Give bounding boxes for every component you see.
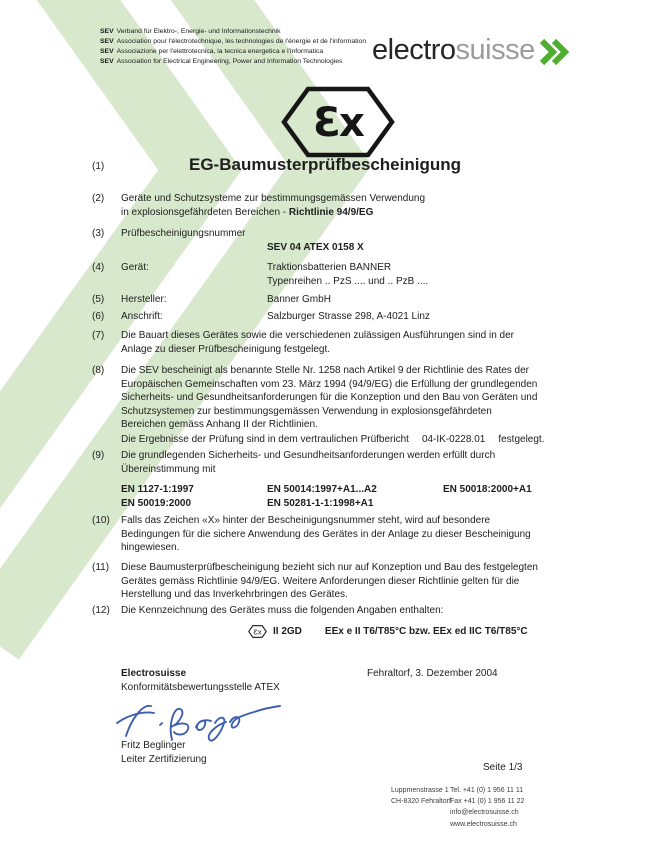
field-label: Hersteller: xyxy=(121,294,167,305)
footer-web: www.electrosuisse.ch xyxy=(450,820,517,828)
sev-brand: SEV xyxy=(100,38,114,45)
ex-hexagon-small-icon xyxy=(248,625,267,638)
text-line: Die SEV bescheinigt als benannte Stelle Nr. 1258 nach Artikel 9 der Richtlinie des Rates der xyxy=(121,365,530,376)
text-line: Übereinstimmung mit xyxy=(121,463,216,475)
item-number: (4) xyxy=(92,262,105,273)
item-text xyxy=(121,561,538,602)
footer-street: Luppmenstrasse 1 xyxy=(391,787,449,794)
item-number: (6) xyxy=(92,311,105,322)
issuer-org: Electrosuisse xyxy=(121,668,187,679)
text-line: Europäischen Gemeinschaften vom 23. März 1994 (94/9/EG) die Erfüllung der grundlegenden xyxy=(121,378,538,390)
standard: EN 1127-1:1997 xyxy=(121,484,194,495)
manufacturer-value: Banner GmbH xyxy=(267,294,331,305)
item-text xyxy=(121,449,495,476)
item-number: (9) xyxy=(92,450,105,461)
standards-column-3 xyxy=(443,483,532,497)
marking-code: EEx e II T6/T85°C bzw. EEx ed IIC T6/T85°C xyxy=(324,626,528,637)
item-number: (10) xyxy=(92,515,110,526)
device-types: Typenreihen .. PzS .... und .. PzB .... xyxy=(267,275,429,287)
text-line: hingewiesen. xyxy=(121,542,180,553)
text-line: Bedingungen für die sichere Anwendung des Gerätes in der Anlage zu dieser Bescheinigung xyxy=(121,528,531,540)
directive-ref: Richtlinie 94/9/EG xyxy=(288,206,374,218)
sev-line xyxy=(100,27,366,37)
sev-line xyxy=(100,37,366,47)
issuer xyxy=(121,667,280,694)
signatory-name: Fritz Beglinger xyxy=(121,740,186,751)
device-name: Traktionsbatterien BANNER xyxy=(267,262,392,273)
sev-header xyxy=(100,27,366,67)
text-part: in explosionsgefährdeten Bereichen - xyxy=(121,206,289,218)
footer-fax: Fax +41 (0) 1 956 11 22 xyxy=(450,798,525,806)
ex-symbol: Ɛx xyxy=(313,100,363,146)
footer-city: CH-8320 Fehraltorf xyxy=(391,798,451,806)
sev-line xyxy=(100,57,366,67)
address-value: Salzburger Strasse 298, A-4021 Linz xyxy=(267,311,430,322)
item-number: (5) xyxy=(92,294,105,305)
signatory xyxy=(121,739,207,766)
standard: EN 50018:2000+A1 xyxy=(443,484,532,495)
standard: EN 50281-1-1:1998+A1 xyxy=(267,497,374,509)
text-line: Die Bauart dieses Gerätes sowie die verschiedenen zulässigen Ausführungen sind in der xyxy=(121,330,515,341)
item-number: (3) xyxy=(92,228,105,239)
page-title: EG-Baumusterprüfbescheinigung xyxy=(188,155,462,174)
item-number: (8) xyxy=(92,365,105,376)
ex-hexagon-icon xyxy=(281,86,395,158)
sev-brand: SEV xyxy=(100,58,114,65)
standards-column-1 xyxy=(121,483,194,510)
standard: EN 50019:2000 xyxy=(121,497,192,509)
sev-line-text: Association pour l'électrotechnique, les technologies de l'énergie et de l'information xyxy=(116,38,367,45)
field-value xyxy=(267,261,428,288)
item-text xyxy=(121,514,531,555)
item-text xyxy=(121,192,425,219)
text-line xyxy=(121,206,425,220)
item-text: Die Kennzeichnung des Gerätes muss die folgenden Angaben enthalten: xyxy=(121,605,444,616)
marking xyxy=(248,625,528,639)
item-number: (2) xyxy=(92,193,105,204)
standards-column-2 xyxy=(267,483,377,510)
sev-line-text: Association for Electrical Engineering, Power and Information Technologies xyxy=(116,58,343,65)
text-line: Falls das Zeichen «X» hinter der Bescheinigungsnummer steht, wird auf besondere xyxy=(121,515,491,526)
signatory-role: Leiter Zertifizierung xyxy=(121,753,207,765)
item-number: (7) xyxy=(92,330,105,341)
marking-group: II 2GD xyxy=(273,626,302,637)
footer-email: info@electrosuisse.ch xyxy=(450,809,519,817)
item-number: (11) xyxy=(92,562,110,573)
sev-line-text: Verband für Elektro-, Energie- und Informationstechnik xyxy=(116,28,281,35)
logo-suisse: suisse xyxy=(455,34,535,66)
logo-wordmark xyxy=(372,34,535,67)
double-chevron-icon xyxy=(539,38,571,66)
standard: EN 50014:1997+A1...A2 xyxy=(267,484,377,495)
sev-line xyxy=(100,47,366,57)
text-line: Bereichen gemäss Anhang II der Richtlinien. xyxy=(121,419,318,430)
item-text xyxy=(121,329,514,356)
issuer-dept: Konformitätsbewertungsstelle ATEX xyxy=(121,681,280,693)
item-text: Prüfbescheinigungsnummer xyxy=(121,228,246,239)
text-line: Sicherheits- und Gesundheitsanforderungen für die Konzeption und den Bau von Geräten und xyxy=(121,392,538,403)
text-line: Die grundlegenden Sicherheits- und Gesundheitsanforderungen werden erfüllt durch xyxy=(121,450,496,461)
item-text xyxy=(121,433,544,447)
text-part: Die Ergebnisse der Prüfung sind in dem vertraulichen Prüfbericht xyxy=(121,434,409,445)
certificate-number: SEV 04 ATEX 0158 X xyxy=(267,242,364,253)
item-number: (1) xyxy=(92,161,105,172)
text-line: Geräte und Schutzsysteme zur bestimmungsgemässen Verwendung xyxy=(121,193,426,204)
text-line: Gerätes gemäss Richtlinie 94/9/EG. Weitere Anforderungen dieser Richtlinie gelten für die xyxy=(121,575,520,587)
report-number: 04-IK-0228.01 xyxy=(421,434,486,445)
text-part: festgelegt. xyxy=(498,434,545,445)
ex-symbol-small: Ɛx xyxy=(253,627,262,637)
field-label: Anschrift: xyxy=(121,311,163,322)
field-label: Gerät: xyxy=(121,262,149,273)
item-text xyxy=(121,364,537,432)
footer-address xyxy=(391,785,451,807)
sev-line-text: Associazione per l'elettrotecnica, la tecnica energetica e l'informatica xyxy=(116,48,324,55)
page-number: Seite 1/3 xyxy=(483,762,523,773)
logo-electro: electro xyxy=(372,34,456,66)
sev-brand: SEV xyxy=(100,28,114,35)
text-line: Diese Baumusterprüfbescheinigung bezieht sich nur auf Konzeption und Bau des festgelegten xyxy=(121,562,538,573)
footer-tel: Tel. +41 (0) 1 956 11 11 xyxy=(450,787,524,794)
text-line: Schutzsystemen zur bestimmungsgemässen Verwendung in explosionsgefährdeten xyxy=(121,405,492,417)
text-line: Herstellung und das Inverkehrbringen des Gerätes. xyxy=(121,589,348,600)
place-date: Fehraltorf, 3. Dezember 2004 xyxy=(367,668,498,679)
item-number: (12) xyxy=(92,605,110,616)
electrosuisse-logo xyxy=(372,34,571,67)
footer-contact xyxy=(450,785,524,830)
text-line: Anlage zu dieser Prüfbescheinigung festgelegt. xyxy=(121,343,331,355)
sev-brand: SEV xyxy=(100,48,114,55)
